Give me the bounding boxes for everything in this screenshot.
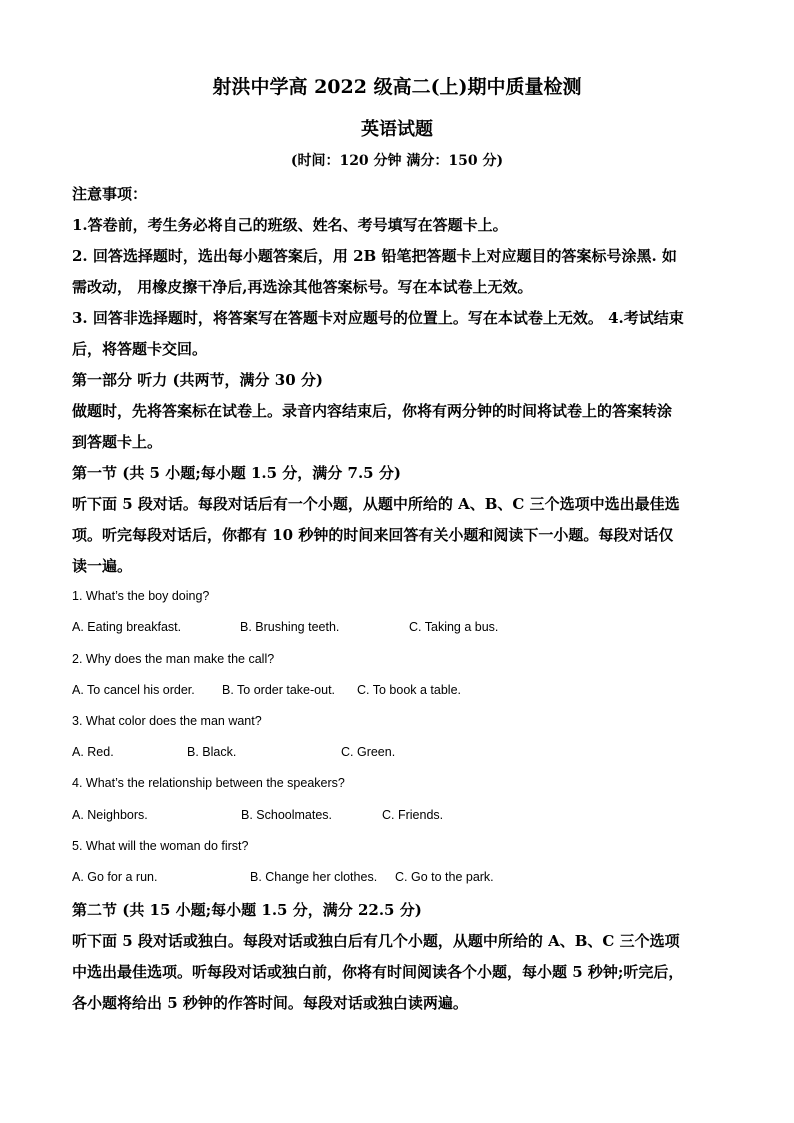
- q5-option-a: A. Go for a run.: [72, 870, 158, 884]
- part1-intro-1: 做题时，先将答案标在试卷上。录音内容结束后，你将有两分钟的时间将试卷上的答案转涂: [72, 402, 673, 420]
- notes-line-4: 3. 回答非选择题时，将答案写在答题卡对应题号的位置上。写在本试卷上无效。 4.考试结束: [72, 309, 684, 327]
- q1-option-c: C. Taking a bus.: [409, 620, 499, 634]
- part1-heading: 第一部分 听力 (共两节，满分 30 分): [72, 371, 323, 389]
- notes-line-1: 1.答卷前，考生务必将自己的班级、姓名、考号填写在答题卡上。: [72, 216, 508, 234]
- exam-subject: 英语试题: [361, 119, 433, 140]
- q5-option-c: C. Go to the park.: [395, 870, 494, 884]
- section1-intro-2: 项。听完每段对话后，你都有 10 秒钟的时间来回答有关小题和阅读下一小题。每段对话仅: [72, 526, 674, 544]
- q4-option-b: B. Schoolmates.: [241, 808, 333, 822]
- q1-option-a: A. Eating breakfast.: [72, 620, 182, 634]
- notes-line-5: 后，将答题卡交回。: [72, 340, 208, 358]
- question-4: 4. What’s the relationship between the speakers?: [72, 776, 345, 790]
- q2-option-b: B. To order take-out.: [222, 683, 336, 697]
- section1-heading: 第一节 (共 5 小题;每小题 1.5 分，满分 7.5 分): [72, 464, 401, 482]
- q5-option-b: B. Change her clothes.: [250, 870, 378, 884]
- question-3: 3. What color does the man want?: [72, 714, 262, 728]
- question-1: 1. What’s the boy doing?: [72, 589, 210, 603]
- q2-option-c: C. To book a table.: [357, 683, 462, 697]
- section2-intro-1: 听下面 5 段对话或独白。每段对话或独白后有几个小题，从题中所给的 A、B、C 三个选项: [72, 932, 680, 950]
- q4-option-c: C. Friends.: [382, 808, 444, 822]
- q3-option-b: B. Black.: [187, 745, 237, 759]
- notes-line-3: 需改动， 用橡皮擦干净后,再选涂其他答案标号。写在本试卷上无效。: [72, 278, 533, 296]
- section2-heading: 第二节 (共 15 小题;每小题 1.5 分，满分 22.5 分): [72, 901, 422, 919]
- exam-title: 射洪中学高 2022 级高二(上)期中质量检测: [212, 76, 582, 98]
- q3-option-a: A. Red.: [72, 745, 114, 759]
- q1-option-b: B. Brushing teeth.: [240, 620, 340, 634]
- q4-option-a: A. Neighbors.: [72, 808, 148, 822]
- part1-intro-2: 到答题卡上。: [72, 433, 163, 451]
- section2-intro-3: 各小题将给出 5 秒钟的作答时间。每段对话或独白读两遍。: [72, 994, 468, 1012]
- section1-intro-1: 听下面 5 段对话。每段对话后有一个小题，从题中所给的 A、B、C 三个选项中选出最佳选: [72, 495, 680, 513]
- section1-intro-3: 读一遍。: [72, 557, 133, 575]
- question-2: 2. Why does the man make the call?: [72, 652, 275, 666]
- q3-option-c: C. Green.: [341, 745, 396, 759]
- section2-intro-2: 中选出最佳选项。听每段对话或独白前，你将有时间阅读各个小题，每小题 5 秒钟;听完后，: [72, 963, 684, 981]
- exam-meta: (时间：120 分钟 满分：150 分): [290, 153, 504, 169]
- question-5: 5. What will the woman do first?: [72, 839, 249, 853]
- notes-line-2: 2. 回答选择题时，选出每小题答案后，用 2B 铅笔把答题卡上对应题目的答案标号涂黑. 如: [72, 247, 677, 265]
- q2-option-a: A. To cancel his order.: [72, 683, 195, 697]
- notes-heading: 注意事项：: [72, 185, 148, 203]
